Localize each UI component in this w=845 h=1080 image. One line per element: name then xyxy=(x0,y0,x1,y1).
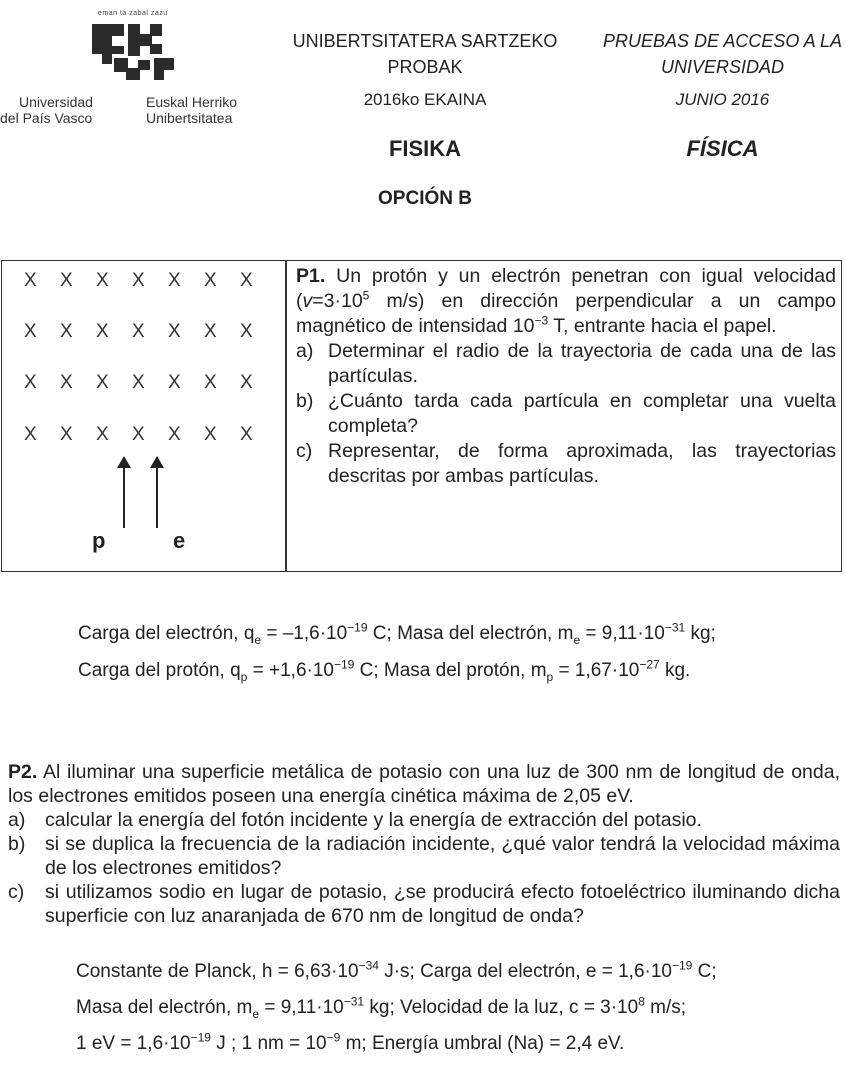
electron-arrowhead-icon xyxy=(150,456,164,468)
field-x-mark: X xyxy=(24,424,37,445)
p1-item-c: c) Representar, de forma aproximada, las trayectorias descritas por ambas partículas. xyxy=(296,440,836,487)
exam-date-eu: 2016ko EKAINA xyxy=(363,90,487,109)
field-x-mark: X xyxy=(60,321,73,342)
proton-label: p xyxy=(92,528,106,553)
proton-arrowhead-icon xyxy=(117,456,131,468)
field-x-mark: X xyxy=(132,372,145,393)
university-logo-icon xyxy=(88,20,178,84)
p2-number: P2. xyxy=(8,761,38,783)
electron-label: e xyxy=(173,528,186,553)
field-x-mark: X xyxy=(60,424,73,445)
p2-constant-line2: Masa del electrón, $m_e = 9,11\cdot 10^{-31}$ kg; Velocidad de la luz, $c = 3\cdot 10^8$ m/s; xyxy=(76,994,687,1021)
proton-velocity-arrow xyxy=(123,462,125,528)
p1-statement xyxy=(296,264,836,489)
field-x-mark: X xyxy=(204,270,217,291)
exam-title-eu-line2: PROBAK xyxy=(387,57,463,77)
p1-constant-electron: Carga del electrón, $q_e = -1,6\cdot 10^{-19}$ C; Masa del electrón, $m_e = 9,11\cdot 10^{-31}$ kg; xyxy=(78,620,716,647)
field-x-mark: X xyxy=(96,321,109,342)
p1-item-a: a) Determinar el radio de la trayectoria de cada una de las partículas. xyxy=(296,340,836,387)
field-x-mark: X xyxy=(240,424,253,445)
p1-number: P1. xyxy=(296,265,326,287)
exam-date-es: JUNIO 2016 xyxy=(675,90,770,109)
field-x-mark: X xyxy=(96,424,109,445)
subject-eu: FISIKA xyxy=(388,136,462,161)
field-x-mark: X xyxy=(60,270,73,291)
exam-title-eu-line1: UNIBERTSITATERA SARTZEKO xyxy=(292,31,558,51)
field-x-mark: X xyxy=(240,321,253,342)
field-x-mark: X xyxy=(96,270,109,291)
field-x-mark: X xyxy=(24,270,37,291)
p1-item-b: b) ¿Cuánto tarda cada partícula en completar una vuelta completa? xyxy=(296,390,836,437)
uni-name-es-line1: Universidad xyxy=(19,94,93,110)
p2-item-a: a) calcular la energía del fotón incidente y la energía de extracción del potasio. xyxy=(8,809,702,831)
electron-velocity-arrow xyxy=(156,462,158,528)
p2-statement xyxy=(8,760,840,928)
p2-item-c: c) si utilizamos sodio en lugar de potasio, ¿se producirá efecto fotoeléctrico iluminando dicha superficie con luz anaranjada de 670 nm de longitud de onda? xyxy=(8,881,840,927)
exam-title-es xyxy=(590,28,845,80)
subject-es: FÍSICA xyxy=(686,136,759,161)
field-x-mark: X xyxy=(24,372,37,393)
field-x-mark: X xyxy=(168,270,181,291)
field-x-mark: X xyxy=(168,424,181,445)
p2-intro: P2. Al iluminar una superficie metálica de potasio con una luz de 300 nm de longitud de onda, los electrones emitidos poseen una energía cinética máxima de 2,05 eV. xyxy=(8,761,840,807)
field-x-mark: X xyxy=(60,372,73,393)
exam-title-es-line2: UNIVERSIDAD xyxy=(660,57,785,77)
option-title: OPCIÓN B xyxy=(378,188,472,209)
p2-constant-line1: Constante de Planck, $h = 6,63\cdot 10^{-34}$ J·s; Carga del electrón, $e = 1,6\cdot 10^{-19}$ C; xyxy=(76,958,717,982)
exam-title-eu xyxy=(270,28,580,80)
field-x-mark: X xyxy=(132,424,145,445)
field-x-mark: X xyxy=(168,321,181,342)
field-x-mark: X xyxy=(168,372,181,393)
field-x-mark: X xyxy=(204,321,217,342)
p2-item-b: b) si se duplica la frecuencia de la radiación incidente, ¿qué valor tendrá la velocidad máxima de los electrones emitidos? xyxy=(8,833,840,879)
field-x-mark: X xyxy=(132,270,145,291)
exam-title-es-line1: PRUEBAS DE ACCESO A LA xyxy=(602,31,843,51)
field-x-mark: X xyxy=(96,372,109,393)
p1-divider xyxy=(285,260,287,572)
p2-constant-line3: 1 eV = $1,6\cdot 10^{-19}$ J ; 1 nm = $10^{-9}$ m; Energía umbral (Na) = 2,4 eV. xyxy=(76,1030,625,1054)
field-x-mark: X xyxy=(204,424,217,445)
field-x-mark: X xyxy=(24,321,37,342)
field-x-mark: X xyxy=(204,372,217,393)
uni-name-eu-line2: Unibertsitatea xyxy=(146,110,233,126)
p1-constant-proton: Carga del protón, $q_p = +1,6\cdot 10^{-19}$ C; Masa del protón, $m_p = 1,67\cdot 10^{-27}$ kg. xyxy=(78,657,691,684)
field-x-mark: X xyxy=(132,321,145,342)
uni-name-es-line2: del País Vasco xyxy=(0,110,93,126)
field-x-mark: X xyxy=(240,270,253,291)
logo-motto: eman ta zabal zazu xyxy=(98,10,168,17)
uni-name-eu-line1: Euskal Herriko xyxy=(146,94,238,110)
field-x-mark: X xyxy=(240,372,253,393)
p1-intro: P1. Un protón y un electrón penetran con igual velocidad ($v=3\cdot 10^5$ m/s) en dirección perpendicular a un campo magnético de intensidad $10^{-3}$ T, entrante hacia el papel. xyxy=(296,265,836,337)
